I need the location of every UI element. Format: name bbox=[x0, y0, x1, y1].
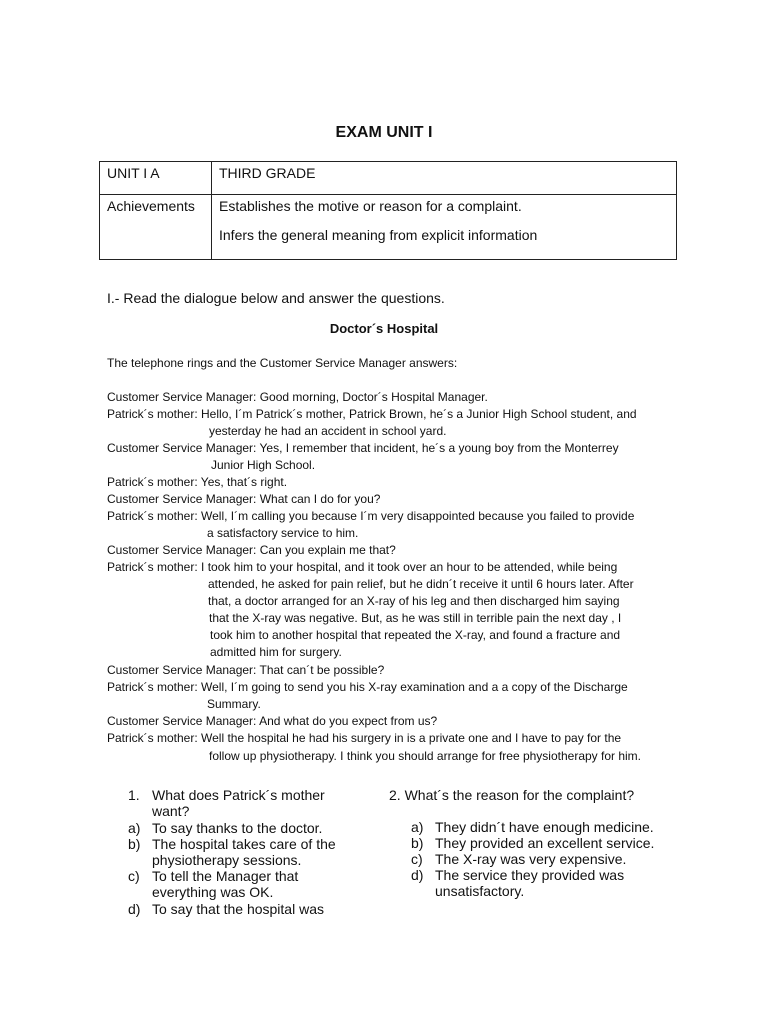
option-letter: c) bbox=[411, 851, 423, 867]
dialogue-line: a satisfactory service to him. bbox=[207, 526, 359, 540]
dialogue-line: Customer Service Manager: And what do you expect from us? bbox=[107, 714, 438, 728]
dialogue-line: Patrick´s mother: Well the hospital he had his surgery in is a private one and I have to pay for the bbox=[107, 731, 622, 745]
option-text: To say that the hospital was bbox=[152, 901, 324, 917]
dialogue-line: Customer Service Manager: Can you explain me that? bbox=[107, 543, 396, 557]
achievement-line-1: Establishes the motive or reason for a complaint. bbox=[219, 198, 522, 214]
dialogue-line: that, a doctor arranged for an X-ray of his leg and then discharged him saying bbox=[208, 594, 620, 608]
dialogue-line: Patrick´s mother: Yes, that´s right. bbox=[107, 475, 288, 489]
option-letter: c) bbox=[128, 868, 140, 884]
unit-label: UNIT I A bbox=[100, 162, 212, 195]
option-text: everything was OK. bbox=[152, 884, 274, 900]
option-letter: d) bbox=[411, 867, 424, 883]
info-table bbox=[99, 161, 677, 260]
option-text: The X-ray was very expensive. bbox=[435, 851, 627, 867]
table-row bbox=[100, 162, 677, 195]
option-text: To say thanks to the doctor. bbox=[152, 820, 323, 836]
option-letter: a) bbox=[128, 820, 141, 836]
option-text: To tell the Manager that bbox=[152, 868, 299, 884]
dialogue-line: that the X-ray was negative. But, as he was still in terrible pain the next day , I bbox=[209, 611, 622, 625]
option-text: They didn´t have enough medicine. bbox=[435, 819, 654, 835]
option-text: unsatisfactory. bbox=[435, 883, 525, 899]
dialogue-line: Customer Service Manager: Good morning, Doctor´s Hospital Manager. bbox=[107, 390, 488, 404]
dialogue-line: took him to another hospital that repeated the X-ray, and found a fracture and bbox=[210, 628, 621, 642]
dialogue-intro: The telephone rings and the Customer Service Manager answers: bbox=[107, 356, 458, 370]
option-text: physiotherapy sessions. bbox=[152, 852, 302, 868]
grade-value: THIRD GRADE bbox=[212, 162, 677, 195]
dialogue-title: Doctor´s Hospital bbox=[329, 321, 439, 336]
dialogue-line: admitted him for surgery. bbox=[210, 645, 342, 659]
option-letter: a) bbox=[411, 819, 424, 835]
table-row bbox=[100, 195, 677, 260]
question-number: 1. bbox=[128, 787, 140, 803]
achievements-label: Achievements bbox=[100, 195, 212, 260]
dialogue-line: Patrick´s mother: Well, I´m going to send you his X-ray examination and a a copy of the Discharge bbox=[107, 680, 628, 694]
dialogue-line: Junior High School. bbox=[211, 458, 316, 472]
instruction: I.- Read the dialogue below and answer the questions. bbox=[107, 290, 445, 306]
dialogue-line: Customer Service Manager: Yes, I remember that incident, he´s a young boy from the Monterrey bbox=[107, 441, 619, 455]
page-title: EXAM UNIT I bbox=[335, 124, 433, 141]
dialogue-line: Summary. bbox=[207, 697, 261, 711]
dialogue-line: yesterday he had an accident in school yard. bbox=[209, 424, 447, 438]
dialogue-line: follow up physiotherapy. I think you should arrange for free physiotherapy for him. bbox=[209, 749, 642, 763]
achievement-line-2: Infers the general meaning from explicit information bbox=[219, 227, 538, 243]
option-letter: d) bbox=[128, 901, 141, 917]
option-text: The service they provided was bbox=[435, 867, 625, 883]
dialogue-line: Patrick´s mother: Well, I´m calling you because I´m very disappointed because you failed to provide bbox=[107, 509, 635, 523]
option-letter: b) bbox=[411, 835, 424, 851]
dialogue-line: Customer Service Manager: That can´t be possible? bbox=[107, 663, 385, 677]
question-text: 2. What´s the reason for the complaint? bbox=[389, 787, 635, 803]
option-text: The hospital takes care of the bbox=[152, 836, 336, 852]
dialogue-line: Patrick´s mother: I took him to your hospital, and it took over an hour to be attended, while being bbox=[107, 560, 618, 574]
dialogue-line: Patrick´s mother: Hello, I´m Patrick´s mother, Patrick Brown, he´s a Junior High School student, and bbox=[107, 407, 637, 421]
achievements-cell bbox=[212, 195, 677, 260]
question-text: What does Patrick´s mother bbox=[152, 787, 325, 803]
question-text: want? bbox=[152, 803, 190, 819]
dialogue-line: attended, he asked for pain relief, but he didn´t receive it until 6 hours later. After bbox=[208, 577, 634, 591]
dialogue-line: Customer Service Manager: What can I do for you? bbox=[107, 492, 381, 506]
option-letter: b) bbox=[128, 836, 141, 852]
option-text: They provided an excellent service. bbox=[435, 835, 655, 851]
